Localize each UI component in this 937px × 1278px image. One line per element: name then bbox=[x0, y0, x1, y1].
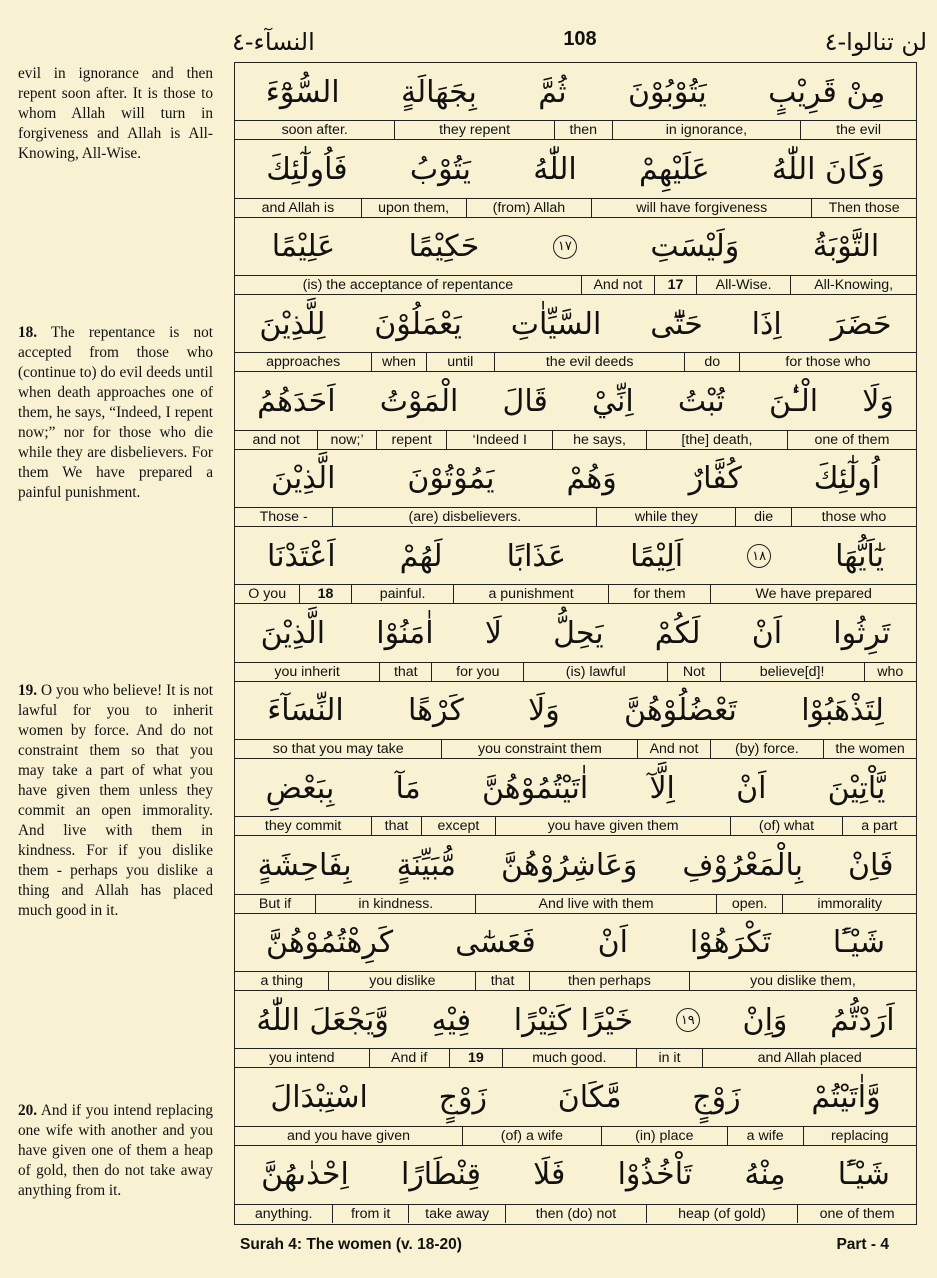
arabic-word: فِيْهِ bbox=[431, 1002, 472, 1038]
translation-cell: that bbox=[379, 663, 431, 681]
translation-cell: heap (of gold) bbox=[646, 1205, 797, 1223]
translation-cell: much good. bbox=[502, 1049, 636, 1067]
translation-cell: and Allah is bbox=[261, 199, 335, 216]
page-header bbox=[0, 22, 937, 58]
translation-cell: die bbox=[735, 508, 791, 526]
arabic-word: النِّسَآءَ bbox=[267, 693, 344, 729]
arabic-word: بِجَهَالَةٍ bbox=[400, 74, 477, 110]
translation-cell: ‘Indeed I bbox=[446, 431, 552, 449]
arabic-line bbox=[235, 527, 916, 585]
arabic-word: فَلَا bbox=[533, 1157, 566, 1193]
arabic-word: تَكْرَهُوْا bbox=[689, 925, 772, 961]
translation-cell: And if bbox=[369, 1049, 449, 1067]
arabic-word: شَيْـًٔا bbox=[832, 925, 886, 961]
side-note-verse-20 bbox=[18, 1101, 213, 1201]
arabic-word: ثُمَّ bbox=[538, 74, 567, 110]
arabic-word: وَلَا bbox=[528, 693, 560, 729]
arabic-word: حَتّٰٓى bbox=[650, 306, 703, 342]
translation-cell: they repent bbox=[394, 121, 553, 139]
translation-cell: and Allah placed bbox=[702, 1049, 916, 1067]
translation-cell: and not bbox=[252, 431, 300, 448]
arabic-line bbox=[235, 682, 916, 740]
arabic-line bbox=[235, 836, 916, 894]
translation-cell: (is) the acceptance of repentance bbox=[302, 276, 514, 293]
translation-cell: so that you may take bbox=[272, 740, 404, 757]
side-note-text: evil in ignorance and then repent soon after. It is those to whom Allah will turn in forgiveness and Allah is All-Knowing, All-Wise. bbox=[18, 65, 213, 162]
english-line bbox=[235, 894, 916, 913]
translation-cell: then (do) not bbox=[505, 1205, 646, 1223]
translation-cell: that bbox=[371, 817, 421, 835]
translation-cell: repent bbox=[376, 431, 446, 449]
side-note-verse-17 bbox=[18, 64, 213, 164]
arabic-word: يَعْمَلُوْنَ bbox=[374, 306, 462, 342]
verse-number-cell: 19 bbox=[449, 1049, 502, 1067]
translation-cell: (from) Allah bbox=[466, 199, 592, 217]
arabic-word: السَّيِّاٰتِ bbox=[510, 306, 602, 342]
translation-cell: the women bbox=[823, 740, 916, 758]
arabic-word: اِذَا bbox=[751, 306, 782, 342]
arabic-word: مَّكَانَ bbox=[557, 1079, 622, 1115]
translation-cell: immorality bbox=[782, 895, 916, 913]
translation-cell: they commit bbox=[264, 818, 342, 835]
translation-cell: the evil deeds bbox=[494, 353, 685, 371]
arabic-word: مَآ bbox=[395, 770, 421, 806]
verse-end-marker: ١٩ bbox=[676, 1008, 700, 1032]
arabic-word: فَعَسٰٓى bbox=[455, 925, 536, 961]
arabic-word: وَّاٰتَيْتُمْ bbox=[811, 1079, 881, 1115]
arabic-word: الْـٰٔنَ bbox=[768, 383, 819, 419]
arabic-word: فَاُولٰٓئِكَ bbox=[266, 151, 348, 187]
translation-cell: And not bbox=[581, 276, 654, 294]
translation-cell: who bbox=[864, 663, 916, 681]
translation-cell: (by) force. bbox=[710, 740, 824, 758]
translation-cell: believe[d]! bbox=[720, 663, 864, 681]
grid-row bbox=[235, 140, 916, 217]
english-line bbox=[235, 971, 916, 990]
verse-label: 18. bbox=[18, 324, 38, 341]
english-line bbox=[235, 507, 916, 526]
english-line bbox=[235, 584, 916, 603]
arabic-word: تَعْضُلُوْهُنَّ bbox=[623, 693, 737, 729]
grid-row bbox=[235, 218, 916, 295]
arabic-line bbox=[235, 1068, 916, 1126]
arabic-line bbox=[235, 604, 916, 662]
english-line bbox=[235, 120, 916, 139]
translation-cell: Not bbox=[667, 663, 719, 681]
arabic-word: حَضَرَ bbox=[830, 306, 892, 342]
arabic-word: يَحِلُّ bbox=[553, 615, 604, 651]
grid-row bbox=[235, 1146, 916, 1223]
arabic-word: اَحَدَهُمُ bbox=[257, 383, 336, 419]
grid-row bbox=[235, 295, 916, 372]
verse-number-cell: 18 bbox=[299, 585, 350, 603]
arabic-word: اِحْدٰىهُنَّ bbox=[261, 1157, 349, 1193]
english-line bbox=[235, 275, 916, 294]
translation-cell: will have forgiveness bbox=[591, 199, 811, 217]
arabic-word: كَرِهْتُمُوْهُنَّ bbox=[265, 925, 394, 961]
translation-cell: you have given them bbox=[495, 817, 730, 835]
translation-cell: take away bbox=[408, 1205, 505, 1223]
translation-cell: upon them, bbox=[361, 199, 466, 217]
grid-row bbox=[235, 450, 916, 527]
surah-reference: Surah 4: The women (v. 18-20) bbox=[240, 1236, 462, 1253]
verse-label: 20. bbox=[18, 1102, 38, 1119]
grid-row bbox=[235, 1068, 916, 1145]
arabic-word: اُولٰٓئِكَ bbox=[813, 461, 881, 497]
translation-cell: and you have given bbox=[286, 1127, 411, 1144]
translation-cell: for them bbox=[608, 585, 711, 603]
arabic-word: التَّوْبَةُ bbox=[812, 229, 880, 265]
translation-cell: anything. bbox=[254, 1205, 313, 1222]
translation-cell: from it bbox=[332, 1205, 408, 1223]
translation-cell: All-Wise. bbox=[696, 276, 790, 294]
translation-cell: (in) place bbox=[601, 1127, 727, 1145]
verse-end-marker: ١٨ bbox=[747, 544, 771, 568]
translation-cell: (is) lawful bbox=[523, 663, 667, 681]
arabic-word: عَلَيْهِمْ bbox=[639, 151, 710, 187]
translation-cell: Those - bbox=[259, 508, 308, 525]
arabic-line bbox=[235, 140, 916, 198]
translation-cell: one of them bbox=[797, 1205, 916, 1223]
translation-cell: except bbox=[421, 817, 495, 835]
arabic-line bbox=[235, 759, 916, 817]
translation-cell: until bbox=[426, 353, 494, 371]
translation-cell: you constraint them bbox=[441, 740, 637, 758]
english-line bbox=[235, 352, 916, 371]
translation-cell: you inherit bbox=[274, 663, 340, 680]
arabic-word: كُفَّارٌ bbox=[688, 461, 742, 497]
translation-cell: then perhaps bbox=[529, 972, 689, 990]
arabic-word: وَهُمْ bbox=[566, 461, 617, 497]
arabic-word: يَّاْتِيْنَ bbox=[827, 770, 886, 806]
translation-cell: for those who bbox=[739, 353, 916, 371]
arabic-word: تُبْتُ bbox=[677, 383, 725, 419]
translation-cell: a part bbox=[842, 817, 916, 835]
side-note-text: And if you intend replacing one wife with another and you have given one of them a heap of gold, then do not take away anything from it. bbox=[18, 1102, 213, 1199]
verse-label: 19. bbox=[18, 682, 38, 699]
arabic-word: اَرَدْتُّمُ bbox=[830, 1002, 895, 1038]
arabic-word: تَاْخُذُوْا bbox=[617, 1157, 693, 1193]
arabic-word: اسْتِبْدَالَ bbox=[270, 1079, 368, 1115]
translation-cell: We have prepared bbox=[710, 585, 916, 603]
verse-number-cell: 17 bbox=[654, 276, 696, 294]
arabic-line bbox=[235, 1146, 916, 1204]
surah-name-header: النسآء-٤ bbox=[232, 28, 315, 56]
arabic-word: مِنْ قَرِيْبٍ bbox=[768, 74, 886, 110]
arabic-line bbox=[235, 450, 916, 508]
grid-row bbox=[235, 914, 916, 991]
arabic-word: وَعَاشِرُوْهُنَّ bbox=[500, 847, 638, 883]
side-note-text: The repentance is not accepted from those who (continue to) do evil deeds until when death approaches one of them, he says, “Indeed, I repent now;” nor for those who die while they are disbelievers. For them We have prepared a painful punishment. bbox=[18, 324, 213, 501]
arabic-word: وَكَانَ اللّٰهُ bbox=[771, 151, 885, 187]
arabic-word: عَلِيْمًا bbox=[271, 229, 336, 265]
arabic-word: كَرْهًا bbox=[408, 693, 464, 729]
grid-row bbox=[235, 63, 916, 140]
translation-cell: (of) what bbox=[730, 817, 841, 835]
arabic-line bbox=[235, 991, 916, 1049]
arabic-word: بِالْمَعْرُوْفِ bbox=[682, 847, 803, 883]
translation-cell: [the] death, bbox=[646, 431, 787, 449]
arabic-word: الَّذِيْنَ bbox=[260, 615, 326, 651]
english-line bbox=[235, 739, 916, 758]
arabic-word: بِبَعْضِ bbox=[265, 770, 335, 806]
grid-row bbox=[235, 527, 916, 604]
translation-cell: O you bbox=[248, 586, 287, 603]
arabic-line bbox=[235, 218, 916, 276]
translation-cell: a thing bbox=[260, 972, 304, 989]
arabic-word: مُّبَيِّنَةٍ bbox=[396, 847, 456, 883]
translation-cell: All-Knowing, bbox=[790, 276, 916, 294]
arabic-word: خَيْرًا كَثِيْرًا bbox=[513, 1002, 634, 1038]
arabic-word: وَلَا bbox=[862, 383, 894, 419]
arabic-word: اِنِّيْ bbox=[592, 383, 634, 419]
juz-name-header: لن تنالوا-٤ bbox=[824, 28, 927, 56]
english-line bbox=[235, 816, 916, 835]
english-line bbox=[235, 662, 916, 681]
translation-cell: replacing bbox=[803, 1127, 917, 1145]
translation-cell: the evil bbox=[800, 121, 916, 139]
arabic-word: مِنْهُ bbox=[744, 1157, 786, 1193]
english-line bbox=[235, 1126, 916, 1145]
translation-cell: those who bbox=[791, 508, 916, 526]
arabic-word: اللّٰهُ bbox=[533, 151, 577, 187]
translation-cell: (are) disbelievers. bbox=[332, 508, 596, 526]
arabic-word: قِنْطَارًا bbox=[400, 1157, 481, 1193]
translation-cell: a wife bbox=[727, 1127, 803, 1145]
arabic-word: عَذَابًا bbox=[506, 538, 567, 574]
translation-cell: that bbox=[475, 972, 528, 990]
side-note-verse-18 bbox=[18, 323, 213, 503]
translation-cell: in it bbox=[636, 1049, 703, 1067]
arabic-line bbox=[235, 295, 916, 353]
grid-row bbox=[235, 836, 916, 913]
arabic-line bbox=[235, 63, 916, 121]
grid-row bbox=[235, 991, 916, 1068]
grid-row bbox=[235, 604, 916, 681]
translation-cell: in ignorance, bbox=[612, 121, 800, 139]
arabic-line bbox=[235, 372, 916, 430]
part-number: Part - 4 bbox=[836, 1236, 889, 1253]
english-line bbox=[235, 430, 916, 449]
word-by-word-grid bbox=[234, 62, 917, 1225]
side-note-text: O you who believe! It is not lawful for you to inherit women by force. And do not constraint them so that you may take a part of what you have given them unless they commit an open immorality. And live with them in kindness. For if you dislike them - perhaps you dislike a thing and Allah has placed much good in it. bbox=[18, 682, 213, 919]
english-line bbox=[235, 1048, 916, 1067]
translation-cell: soon after. bbox=[281, 122, 348, 139]
translation-cell: painful. bbox=[351, 585, 454, 603]
arabic-word: زَوْجٍ bbox=[438, 1079, 487, 1115]
translation-cell: (of) a wife bbox=[462, 1127, 601, 1145]
arabic-word: يَتُوْبُ bbox=[409, 151, 472, 187]
arabic-word: تَرِثُوا bbox=[833, 615, 891, 651]
translation-cell: when bbox=[371, 353, 425, 371]
side-note-verse-19 bbox=[18, 681, 213, 921]
arabic-word: اَنْ bbox=[736, 770, 767, 806]
translation-cell: open. bbox=[716, 895, 783, 913]
arabic-word: الَّذِيْنَ bbox=[271, 461, 336, 497]
arabic-word: وَاِنْ bbox=[742, 1002, 788, 1038]
arabic-word: اَنْ bbox=[751, 615, 783, 651]
english-line bbox=[235, 1204, 916, 1223]
arabic-word: اِلَّآ bbox=[649, 770, 675, 806]
arabic-word: الْمَوْتُ bbox=[379, 383, 459, 419]
arabic-word: اٰتَيْتُمُوْهُنَّ bbox=[481, 770, 589, 806]
arabic-word: اَلِيْمًا bbox=[630, 538, 684, 574]
translation-cell: now;’ bbox=[317, 431, 376, 449]
page-number: 108 bbox=[563, 28, 597, 50]
arabic-word: يَتُوْبُوْنَ bbox=[627, 74, 707, 110]
arabic-word: وَلَيْسَتِ bbox=[650, 229, 740, 265]
grid-row bbox=[235, 372, 916, 449]
arabic-word: اَعْتَدْنَا bbox=[267, 538, 336, 574]
translation-cell: And not bbox=[637, 740, 709, 758]
arabic-word: يَمُوْتُوْنَ bbox=[407, 461, 495, 497]
translation-cell: you dislike them, bbox=[689, 972, 916, 990]
arabic-word: لَكُمْ bbox=[654, 615, 701, 651]
translation-cell: But if bbox=[258, 895, 292, 912]
english-line bbox=[235, 198, 916, 217]
arabic-word: اٰمَنُوْا bbox=[376, 615, 434, 651]
arabic-word: قَالَ bbox=[502, 383, 548, 419]
arabic-word: اَنْ bbox=[597, 925, 628, 961]
grid-row bbox=[235, 682, 916, 759]
arabic-word: بِفَاحِشَةٍ bbox=[257, 847, 352, 883]
translation-cell: then bbox=[554, 121, 612, 139]
translation-cell: approaches bbox=[266, 354, 341, 371]
arabic-word: فَاِنْ bbox=[847, 847, 894, 883]
verse-end-marker: ١٧ bbox=[553, 235, 577, 259]
translation-cell: he says, bbox=[552, 431, 646, 449]
arabic-word: لَا bbox=[484, 615, 502, 651]
arabic-word: زَوْجٍ bbox=[692, 1079, 741, 1115]
arabic-word: لِلَّذِيْنَ bbox=[259, 306, 326, 342]
arabic-line bbox=[235, 914, 916, 972]
arabic-word: وَّيَجْعَلَ اللّٰهُ bbox=[256, 1002, 389, 1038]
translation-cell: Then those bbox=[811, 199, 916, 217]
translation-cell: in kindness. bbox=[315, 895, 475, 913]
arabic-word: لَهُمْ bbox=[399, 538, 443, 574]
grid-row bbox=[235, 759, 916, 836]
arabic-word: السُّوْٓءَ bbox=[265, 74, 340, 110]
arabic-word: لِتَذْهَبُوْا bbox=[801, 693, 884, 729]
arabic-word: شَيْـًٔا bbox=[837, 1157, 890, 1193]
arabic-word: حَكِيْمًا bbox=[408, 229, 480, 265]
translation-cell: a punishment bbox=[453, 585, 607, 603]
translation-cell: you dislike bbox=[328, 972, 475, 990]
translation-cell: while they bbox=[596, 508, 735, 526]
arabic-word: يٰٓاَيُّهَا bbox=[835, 538, 884, 574]
translation-cell: you intend bbox=[269, 1050, 335, 1067]
translation-cell: one of them bbox=[787, 431, 916, 449]
translation-cell: for you bbox=[431, 663, 523, 681]
translation-cell: And live with them bbox=[475, 895, 715, 913]
translation-cell: do bbox=[684, 353, 738, 371]
